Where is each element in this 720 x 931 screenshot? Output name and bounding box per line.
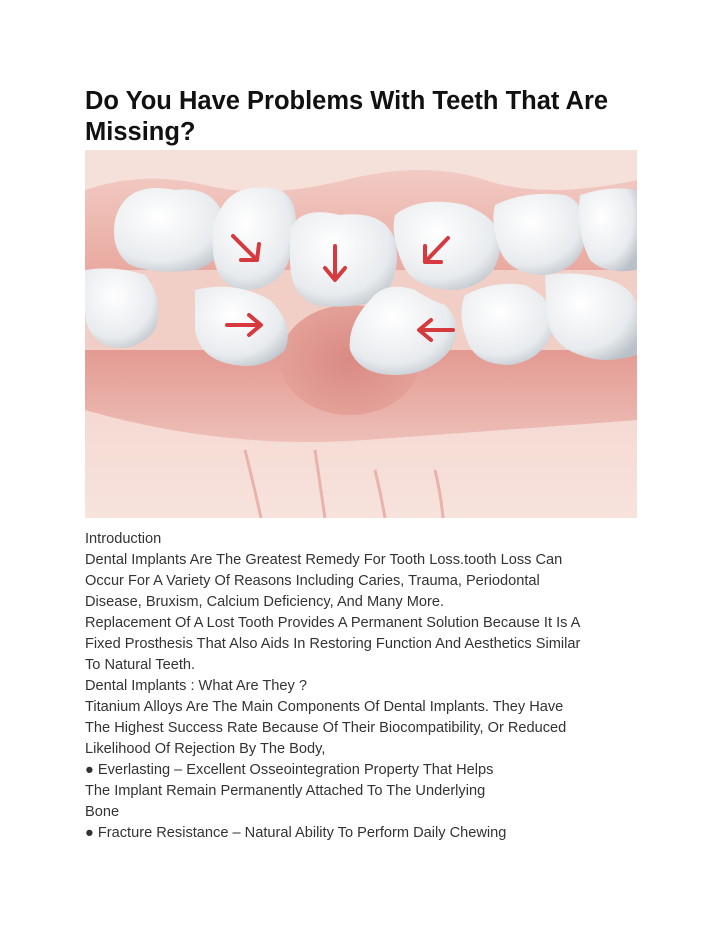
page-title: Do You Have Problems With Teeth That Are Missing? [85, 87, 609, 146]
text-line: Bone [85, 804, 120, 820]
text-line: Titanium Alloys Are The Main Components Of Dental Implants. They Have [85, 699, 564, 715]
bullet-line: ● Fracture Resistance – Natural Ability To Perform Daily Chewing [85, 825, 507, 841]
bullet-line: ● Everlasting – Excellent Osseointegration Property That Helps [85, 762, 494, 778]
text-line: Fixed Prosthesis That Also Aids In Restoring Function And Aesthetics Similar [85, 636, 581, 652]
text-line: Likelihood Of Rejection By The Body, [85, 741, 326, 757]
text-line: To Natural Teeth. [85, 657, 196, 673]
text-line: Dental Implants : What Are They ? [85, 678, 307, 694]
text-line: Dental Implants Are The Greatest Remedy For Tooth Loss.tooth Loss Can [85, 552, 563, 568]
text-line: The Highest Success Rate Because Of Their Biocompatibility, Or Reduced [85, 720, 567, 736]
article-body [85, 529, 645, 844]
text-line: Occur For A Variety Of Reasons Including Caries, Trauma, Periodontal [85, 573, 540, 589]
text-line: The Implant Remain Permanently Attached To The Underlying [85, 783, 486, 799]
text-line: Replacement Of A Lost Tooth Provides A Permanent Solution Because It Is A [85, 615, 581, 631]
teeth-shifting-illustration [85, 150, 637, 518]
text-line: Disease, Bruxism, Calcium Deficiency, And Many More. [85, 594, 445, 610]
text-line: Introduction [85, 531, 162, 547]
